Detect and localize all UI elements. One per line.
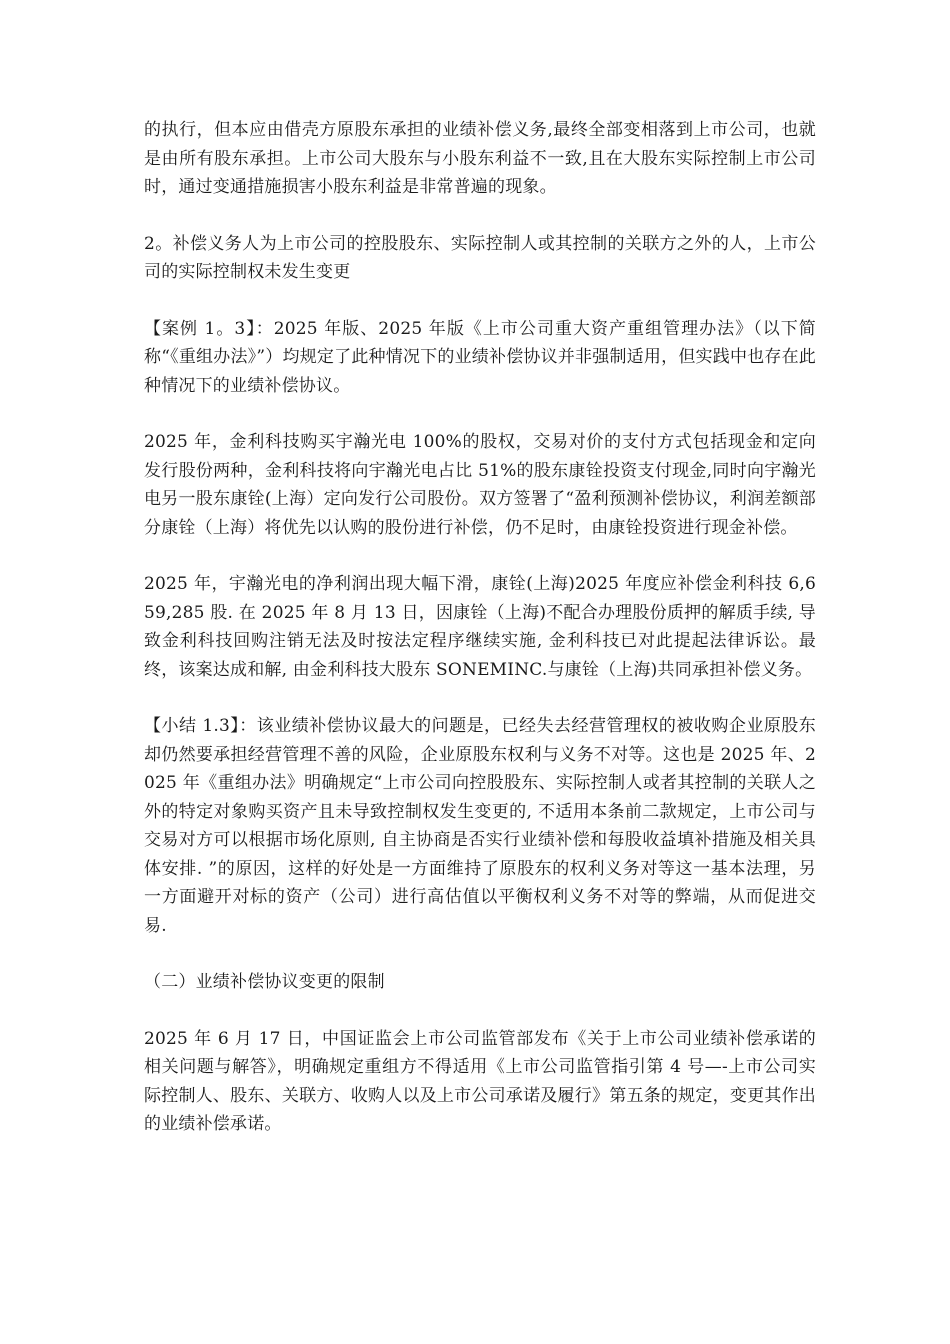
- paragraph-csrc-rule: 2025 年 6 月 17 日，中国证监会上市公司监管部发布《关于上市公司业绩补偿承诺的相关问题与解答》，明确规定重组方不得适用《上市公司监管指引第 4 号—-上市公司实际控制人、股东、关联方、收购人以及上市公司承诺及履行》第五条的规定，变更其作出的业绩补偿承诺。: [144, 1028, 816, 1134]
- paragraph-continuation: 的执行，但本应由借壳方原股东承担的业绩补偿义务,最终全部变相落到上市公司，也就是由所有股东承担。上市公司大股东与小股东利益不一致,且在大股东实际控制上市公司时，通过变通措施损害小股东利益是非常普遍的现象。: [144, 120, 816, 197]
- paragraph-spacer: [144, 400, 816, 428]
- paragraph-case-detail-2: 2025 年，宇瀚光电的净利润出现大幅下滑，康铨(上海)2025 年度应补偿金利科技 6,659,285 股. 在 2025 年 8 月 13 日，因康铨（上海)不配合办理股份质押的解质手续, 导致金利科技回购注销无法及时按法定程序继续实施, 金利科技已对此提起法律诉讼。最终，该案达成和解, 由金利科技大股东 SONEMINC.与康铨（上海)共同承担补偿义务。: [144, 574, 816, 680]
- paragraph-spacer: [144, 287, 816, 315]
- document-body: [144, 116, 816, 1139]
- paragraph-summary-1-3: 【小结 1.3】：该业绩补偿协议最大的问题是，已经失去经营管理权的被收购企业原股东却仍然要承担经营管理不善的风险，企业原股东权利与义务不对等。这也是 2025 年、2025 年《重组办法》明确规定“上市公司向控股股东、实际控制人或者其控制的关联人之外的特定对象购买资产且未导致控制权发生变更的, 不适用本条前二款规定，上市公司与交易对方可以根据市场化原则, 自主协商是否实行业绩补偿和每股收益填补措施及相关具体安排. ”的原因，这样的好处是一方面维持了原股东的权利义务对等这一基本法理，另一方面避开对标的资产（公司）进行高估值以平衡权利义务不对等的弊端，从而促进交易.: [144, 716, 816, 936]
- paragraph-spacer: [144, 940, 816, 968]
- paragraph-spacer: [144, 202, 816, 230]
- section-heading-restrictions: （二）业绩补偿协议变更的限制: [144, 972, 385, 992]
- paragraph-spacer: [144, 997, 816, 1025]
- paragraph-case-1-3: 【案例 1。3】：2025 年版、2025 年版《上市公司重大资产重组管理办法》（以下简称“《重组办法》”）均规定了此种情况下的业绩补偿协议并非强制适用，但实践中也存在此种情况下的业绩补偿协议。: [144, 318, 816, 396]
- paragraph-case-detail-1: 2025 年，金利科技购买宇瀚光电 100%的股权，交易对价的支付方式包括现金和定向发行股份两种，金利科技将向宇瀚光电占比 51%的股东康铨投资支付现金,同时向宇瀚光电另一股东康铨(上海）定向发行公司股份。双方签署了“盈利预测补偿协议，利润差额部分康铨（上海）将优先以认购的股份进行补偿，仍不足时，由康铨投资进行现金补偿。: [144, 432, 816, 538]
- paragraph-spacer: [144, 684, 816, 712]
- paragraph-spacer: [144, 542, 816, 570]
- paragraph-heading-2: 2。补偿义务人为上市公司的控股股东、实际控制人或其控制的关联方之外的人，上市公司的实际控制权未发生变更: [144, 233, 816, 282]
